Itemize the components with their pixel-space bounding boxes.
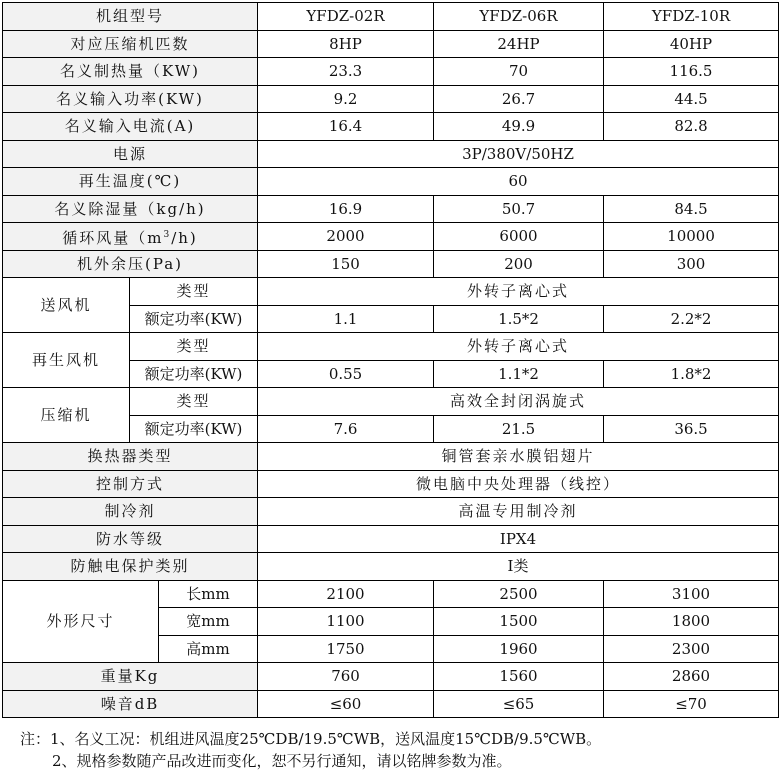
note-line-1: 注：1、名义工况：机组进风温度25℃DB/19.5℃WB，送风温度15℃DB/9.5℃WB。 [20, 730, 602, 748]
cell-value: 23.3 [258, 58, 434, 86]
cell-value: 1100 [258, 608, 434, 636]
row-compressor-type [3, 388, 779, 416]
weight-label: 重量Kg [3, 663, 258, 691]
cell-value: 84.5 [604, 195, 779, 223]
cell-value: 2100 [258, 580, 434, 608]
row-input-power [3, 85, 779, 113]
airflow-label-sup: 3 [163, 229, 172, 240]
cell-value: ≤70 [604, 690, 779, 718]
cell-value: 1.1*2 [434, 360, 604, 388]
cell-value: 200 [434, 250, 604, 278]
cell-value: 50.7 [434, 195, 604, 223]
cell-value: 10000 [604, 223, 779, 251]
note-line-2: 2、规格参数随产品改进而变化，恕不另行通知，请以铭牌参数为准。 [52, 752, 512, 770]
row-noise [3, 690, 779, 718]
cell-value: 24HP [434, 30, 604, 58]
control-label: 控制方式 [3, 470, 258, 498]
cell-value: 0.55 [258, 360, 434, 388]
refrigerant-label: 制冷剂 [3, 498, 258, 526]
control-value: 微电脑中央处理器（线控） [258, 470, 779, 498]
cell-value: 6000 [434, 223, 604, 251]
compressor-hp-label: 对应压缩机匹数 [3, 30, 258, 58]
cell-value: 44.5 [604, 85, 779, 113]
cell-value: 1.8*2 [604, 360, 779, 388]
model-name: YFDZ-02R [258, 3, 434, 31]
cell-value: 49.9 [434, 113, 604, 141]
compressor-power-label: 额定功率(KW) [130, 415, 258, 443]
compressor-group: 压缩机 [3, 388, 130, 443]
cell-value: 1800 [604, 608, 779, 636]
cell-value: 26.7 [434, 85, 604, 113]
cell-value: 2.2*2 [604, 305, 779, 333]
cell-value: 1560 [434, 663, 604, 691]
row-model [3, 3, 779, 31]
cell-value: 2000 [258, 223, 434, 251]
cell-value: 150 [258, 250, 434, 278]
exchanger-label: 换热器类型 [3, 443, 258, 471]
heating-label: 名义制热量（KW) [3, 58, 258, 86]
dim-width-label: 宽mm [159, 608, 258, 636]
cell-value: 70 [434, 58, 604, 86]
cell-value: 1.5*2 [434, 305, 604, 333]
airflow-label [3, 223, 258, 251]
regen-temp-value: 60 [258, 168, 779, 196]
row-airflow [3, 223, 779, 251]
cell-value: 16.4 [258, 113, 434, 141]
regen-fan-power-label: 额定功率(KW) [130, 360, 258, 388]
waterproof-label: 防水等级 [3, 525, 258, 553]
cell-value: 1750 [258, 635, 434, 663]
cell-value: 8HP [258, 30, 434, 58]
row-exchanger [3, 443, 779, 471]
row-power-supply [3, 140, 779, 168]
model-label: 机组型号 [3, 3, 258, 31]
cell-value: 1960 [434, 635, 604, 663]
regen-fan-type-value: 外转子离心式 [258, 333, 779, 361]
model-name: YFDZ-10R [604, 3, 779, 31]
compressor-type-label: 类型 [130, 388, 258, 416]
dimensions-group: 外形尺寸 [3, 580, 159, 663]
ext-pressure-label: 机外余压(Pa) [3, 250, 258, 278]
row-waterproof [3, 525, 779, 553]
cell-value: 3100 [604, 580, 779, 608]
dim-length-label: 长mm [159, 580, 258, 608]
cell-value: 300 [604, 250, 779, 278]
regen-temp-label: 再生温度(℃) [3, 168, 258, 196]
row-input-current [3, 113, 779, 141]
cell-value: 1500 [434, 608, 604, 636]
row-dim-length [3, 580, 779, 608]
row-shock [3, 553, 779, 581]
cell-value: 36.5 [604, 415, 779, 443]
cell-value: ≤65 [434, 690, 604, 718]
cell-value: ≤60 [258, 690, 434, 718]
input-current-label: 名义输入电流(A) [3, 113, 258, 141]
row-weight [3, 663, 779, 691]
power-supply-label: 电源 [3, 140, 258, 168]
cell-value: 116.5 [604, 58, 779, 86]
notes [20, 728, 601, 772]
row-heating [3, 58, 779, 86]
compressor-type-value: 高效全封闭涡旋式 [258, 388, 779, 416]
supply-fan-type-label: 类型 [130, 278, 258, 306]
noise-label: 噪音dB [3, 690, 258, 718]
cell-value: 2500 [434, 580, 604, 608]
row-ext-pressure [3, 250, 779, 278]
supply-fan-power-label: 额定功率(KW) [130, 305, 258, 333]
row-compressor-hp [3, 30, 779, 58]
input-power-label: 名义输入功率(KW) [3, 85, 258, 113]
cell-value: 760 [258, 663, 434, 691]
cell-value: 40HP [604, 30, 779, 58]
cell-value: 2860 [604, 663, 779, 691]
row-dehumid [3, 195, 779, 223]
supply-fan-type-value: 外转子离心式 [258, 278, 779, 306]
refrigerant-value: 高温专用制冷剂 [258, 498, 779, 526]
dim-height-label: 高mm [159, 635, 258, 663]
airflow-label-post: /h) [171, 228, 198, 247]
cell-value: 16.9 [258, 195, 434, 223]
spec-table [2, 2, 779, 718]
row-control [3, 470, 779, 498]
shock-label: 防触电保护类别 [3, 553, 258, 581]
regen-fan-group: 再生风机 [3, 333, 130, 388]
power-supply-value: 3P/380V/50HZ [258, 140, 779, 168]
regen-fan-type-label: 类型 [130, 333, 258, 361]
cell-value: 9.2 [258, 85, 434, 113]
waterproof-value: IPX4 [258, 525, 779, 553]
cell-value: 21.5 [434, 415, 604, 443]
row-supply-fan-type [3, 278, 779, 306]
row-regen-fan-type [3, 333, 779, 361]
cell-value: 1.1 [258, 305, 434, 333]
model-name: YFDZ-06R [434, 3, 604, 31]
dehumid-label: 名义除湿量（kg/h) [3, 195, 258, 223]
row-refrigerant [3, 498, 779, 526]
cell-value: 82.8 [604, 113, 779, 141]
shock-value: Ⅰ类 [258, 553, 779, 581]
exchanger-value: 铜管套亲水膜铝翅片 [258, 443, 779, 471]
supply-fan-group: 送风机 [3, 278, 130, 333]
row-regen-temp [3, 168, 779, 196]
airflow-label-pre: 循环风量（m [62, 228, 164, 247]
cell-value: 2300 [604, 635, 779, 663]
cell-value: 7.6 [258, 415, 434, 443]
